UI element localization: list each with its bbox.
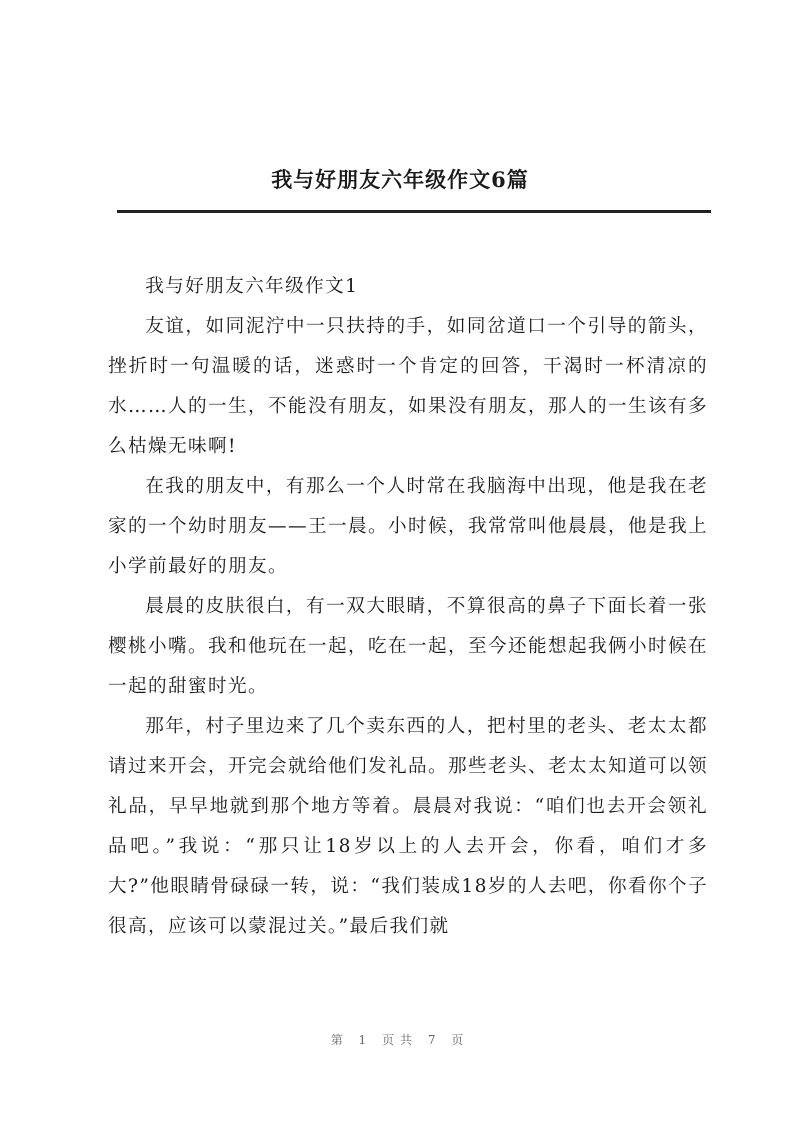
document-title: 我与好朋友六年级作文6篇 [271,167,529,192]
title-divider [117,210,711,213]
section-heading: 我与好朋友六年级作文1 [145,276,359,297]
document-body [108,267,708,947]
paragraph: 在我的朋友中，有那么一个人时常在我脑海中出现，他是我在老家的一个幼时朋友——王一晨。小时候，我常常叫他晨晨，他是我上小学前最好的朋友。 [108,476,708,577]
paragraph: 友谊，如同泥泞中一只扶持的手，如同岔道口一个引导的箭头，挫折时一句温暖的话，迷惑时一个肯定的回答，干渴时一杯清凉的水……人的一生，不能没有朋友，如果没有朋友，那人的一生该有多么枯燥无味啊! [108,316,708,457]
paragraph: 那年，村子里边来了几个卖东西的人，把村里的老头、老太太都请过来开会，开完会就给他们发礼品。那些老头、老太太知道可以领礼品，早早地就到那个地方等着。晨晨对我说：“咱们也去开会领礼品吧。”我说：“那只让18岁以上的人去开会，你看，咱们才多大?”他眼睛骨碌碌一转，说：“我们装成18岁的人去吧，你看你个子很高，应该可以蒙混过关。”最后我们就 [108,716,708,937]
paragraph: 晨晨的皮肤很白，有一双大眼睛，不算很高的鼻子下面长着一张樱桃小嘴。我和他玩在一起，吃在一起，至今还能想起我俩小时候在一起的甜蜜时光。 [108,596,708,697]
page-footer: 第 1 页共 7 页 [330,1033,470,1047]
